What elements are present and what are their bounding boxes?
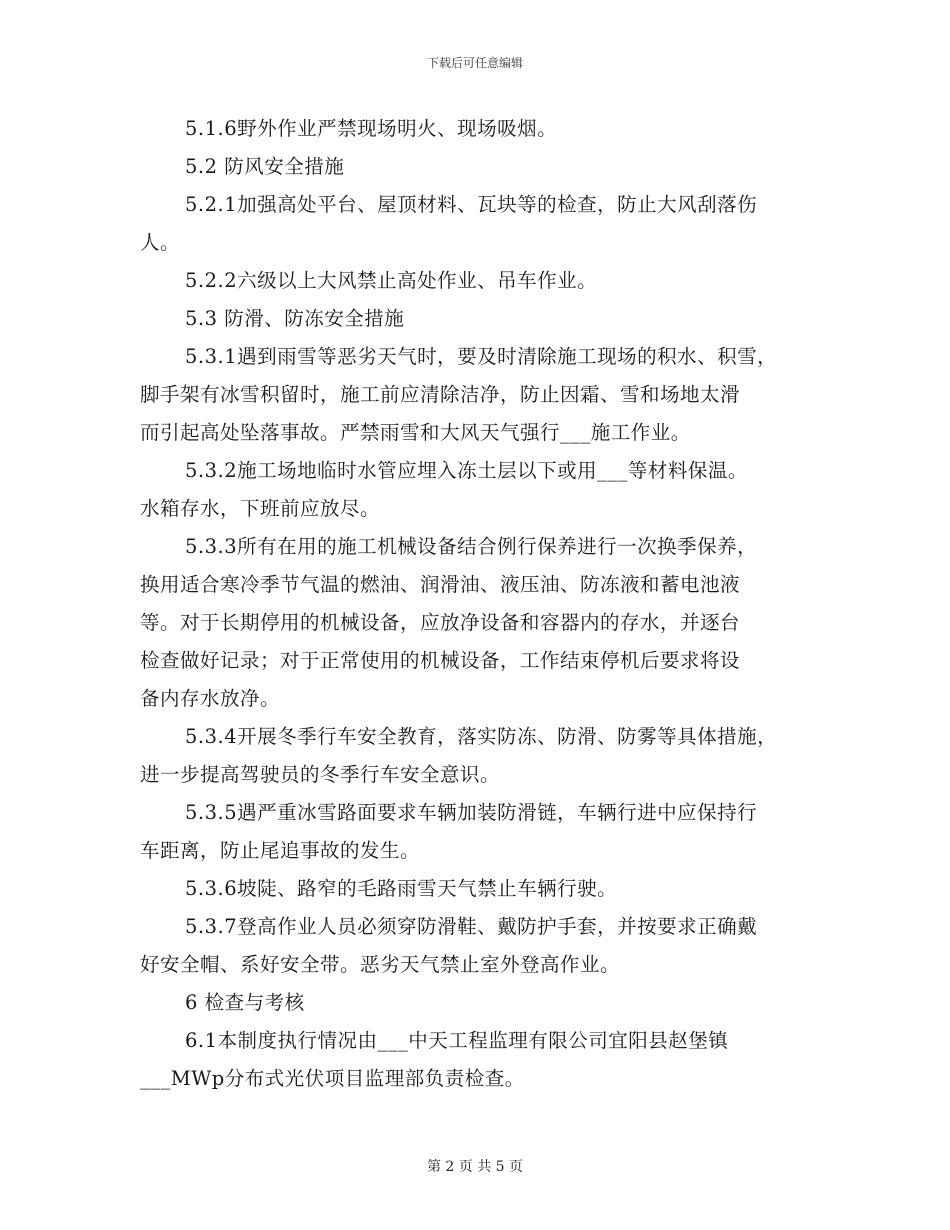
text-line: 5.2 防风安全措施 [185,155,345,178]
text-line: 5.2.2六级以上大风禁止高处作业、吊车作业。 [185,269,598,292]
text-line: 水箱存水，下班前应放尽。 [140,497,381,520]
text-line: 备内存水放净。 [140,687,281,710]
text-line: 5.3.2施工场地临时水管应埋入冻土层以下或用___等材料保温。 [185,459,748,482]
text-line: 等。对于长期停用的机械设备，应放净设备和容器内的存水，并逐台 [140,611,741,634]
text-line: 5.3.4开展冬季行车安全教育，落实防冻、防滑、防雾等具体措施， [185,725,778,748]
text-line: 检查做好记录；对于正常使用的机械设备，工作结束停机后要求将设 [140,649,741,672]
text-line: 6 检查与考核 [185,991,305,1014]
page-header: 下载后可任意编辑 [426,56,523,70]
text-line: 5.3.5遇严重冰雪路面要求车辆加装防滑链，车辆行进中应保持行 [185,801,758,824]
text-line: 5.3.7登高作业人员必须穿防滑鞋、戴防护手套，并按要求正确戴 [185,915,758,938]
text-line: 好安全帽、系好安全带。恶劣天气禁止室外登高作业。 [140,953,621,976]
text-line: 5.2.1加强高处平台、屋顶材料、瓦块等的检查，防止大风刮落伤 [185,193,758,216]
text-line: 5.3.6坡陡、路窄的毛路雨雪天气禁止车辆行驶。 [185,877,618,900]
text-line: 5.3 防滑、防冻安全措施 [185,307,405,330]
text-line: 进一步提高驾驶员的冬季行车安全意识。 [140,763,501,786]
text-line: 而引起高处坠落事故。严禁雨雪和大风天气强行___施工作业。 [140,421,691,444]
document-body [140,110,820,1098]
text-line: 换用适合寒冷季节气温的燃油、润滑油、液压油、防冻液和蓄电池液 [140,573,741,596]
text-line: 6.1本制度执行情况由___中天工程监理有限公司宜阳县赵堡镇 [185,1029,729,1052]
text-line: 5.3.1遇到雨雪等恶劣天气时，要及时清除施工现场的积水、积雪， [185,345,778,368]
page-number: 第 2 页 共 5 页 [426,1159,524,1175]
text-line: 5.3.3所有在用的施工机械设备结合例行保养进行一次换季保养， [185,535,758,558]
text-line: 脚手架有冰雪积留时，施工前应清除洁净，防止因霜、雪和场地太滑 [140,383,741,406]
text-line: 车距离，防止尾追事故的发生。 [140,839,421,862]
text-line: 人。 [140,231,181,254]
text-line: ___MWp分布式光伏项目监理部负责检查。 [140,1067,525,1090]
text-line: 5.1.6野外作业严禁现场明火、现场吸烟。 [185,117,558,140]
